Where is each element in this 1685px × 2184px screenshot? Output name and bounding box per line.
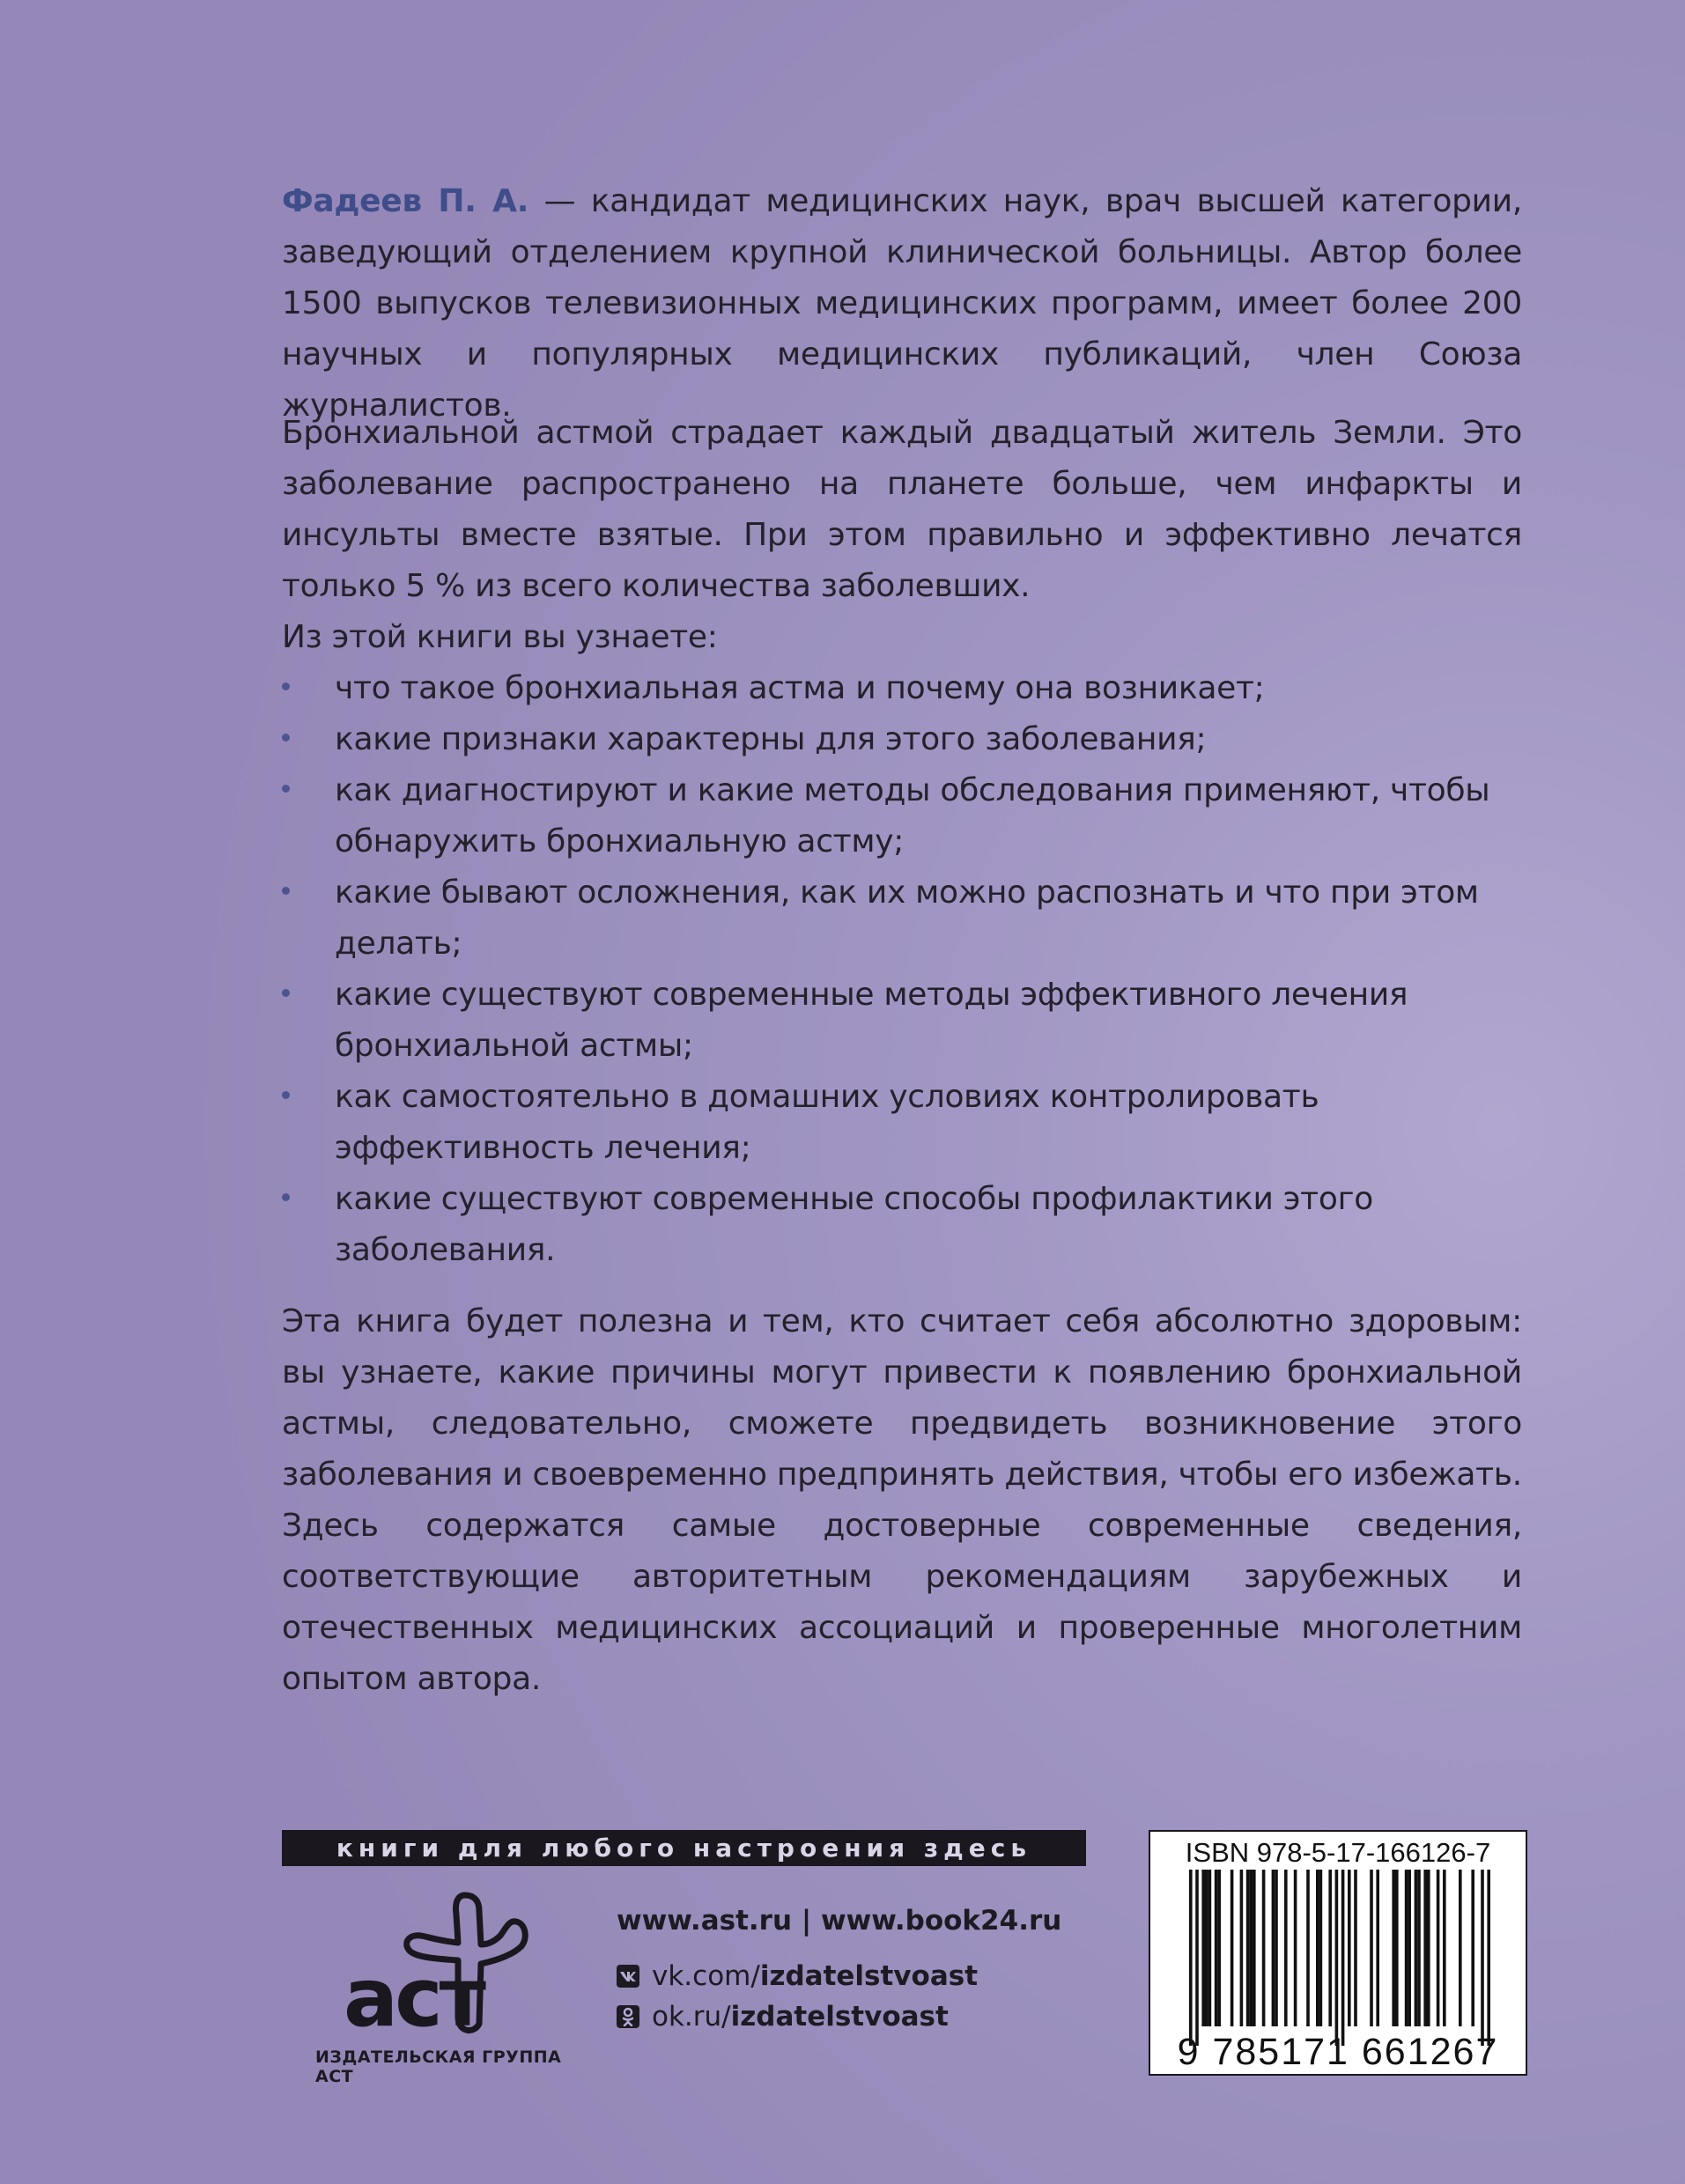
barcode-bar xyxy=(1215,1870,1218,2026)
bullet-icon xyxy=(282,734,290,742)
ok-link[interactable] xyxy=(617,2001,1061,2033)
publisher-links xyxy=(617,1905,1061,2041)
barcode-bar xyxy=(1262,1870,1266,2026)
author-bio-block xyxy=(282,176,1522,432)
barcode-bar xyxy=(1423,1870,1427,2026)
author-name: Фадеев П. А. xyxy=(282,183,529,219)
barcode-bar xyxy=(1205,1870,1208,2026)
barcode-bar xyxy=(1208,1870,1212,2026)
bullet-icon xyxy=(282,785,290,793)
closing-paragraph-1: Эта книга будет полезна и тем, кто считает себя абсолютно здоровым: вы узнаете, какие причины могут привести к появлению бронхиальной астмы, следовательно, сможете предвидеть возникновение этого заболевания и своевременно предпринять действия, чтобы его избежать. xyxy=(282,1303,1522,1493)
barcode-bar xyxy=(1417,1870,1421,2026)
barcode-bar xyxy=(1306,1870,1310,2026)
barcode-bar xyxy=(1246,1870,1250,2026)
barcode-bar xyxy=(1348,1870,1351,2026)
closing-paragraph-2: Здесь содержатся самые достоверные современные сведения, соответствующие авторитетным рекомендациям зарубежных и отечественных медицинских ассоциаций и проверенные многолетним опытом автора. xyxy=(282,1508,1522,1697)
list-heading: Из этой книги вы узнаете: xyxy=(282,619,718,655)
barcode-bar xyxy=(1275,1870,1278,2026)
ast-logo-icon xyxy=(317,1885,546,2043)
list-item: как диагностируют и какие методы обследования применяют, чтобы обнаружить бронхиальную астму; xyxy=(282,765,1522,867)
list-item: какие бывают осложнения, как их можно распознать и что при этом делать; xyxy=(282,867,1522,970)
website-links[interactable]: www.ast.ru | www.book24.ru xyxy=(617,1905,1062,1937)
barcode-bar xyxy=(1370,1870,1373,2026)
list-item: какие существуют современные методы эффективного лечения бронхиальной астмы; xyxy=(282,970,1522,1072)
barcode-bar xyxy=(1328,1870,1332,2026)
bullet-icon xyxy=(282,989,290,997)
barcode-bar xyxy=(1272,1870,1275,2026)
barcode-bar xyxy=(1459,1870,1462,2026)
bullet-icon xyxy=(282,1193,290,1201)
barcode-bar xyxy=(1230,1870,1234,2026)
bullet-icon xyxy=(282,887,290,895)
author-bio: — кандидат медицинских наук, врач высшей категории, заведующий отделением крупной клинической больницы. Автор более 1500 выпусков телевизионных медицинских программ, имеет более 200 научных и популярных медицинских публикаций, член Союза журналистов. xyxy=(282,183,1522,424)
vk-prefix: vk.com/ xyxy=(652,1960,760,1992)
bullet-icon xyxy=(282,1091,290,1099)
tagline-bar: книги для любого настроения здесь xyxy=(282,1830,1086,1866)
barcode-bar xyxy=(1437,1870,1440,2026)
barcode-icon xyxy=(1161,1870,1515,2046)
closing-block xyxy=(282,1296,1522,1705)
description-block xyxy=(282,408,1522,1276)
publisher-imprint: ИЗДАТЕЛЬСКАЯ ГРУППА АСТ xyxy=(315,2048,562,2086)
list-item: какие существуют современные способы профилактики этого заболевания. xyxy=(282,1174,1522,1276)
barcode-bar xyxy=(1253,1870,1256,2026)
barcode-bar xyxy=(1316,1870,1319,2026)
vk-handle: izdatelstvoast xyxy=(759,1960,979,1992)
vk-icon xyxy=(617,1965,639,1988)
isbn-digits: 9 785171 661267 xyxy=(1177,2031,1499,2073)
barcode-bar xyxy=(1294,1870,1297,2026)
barcode-bar xyxy=(1240,1870,1244,2026)
barcode-bar xyxy=(1354,1870,1357,2026)
barcode-bar xyxy=(1249,1870,1253,2026)
barcode-bar xyxy=(1341,1870,1345,2046)
ok-icon xyxy=(617,2005,639,2028)
list-item: что такое бронхиальная астма и почему она возникает; xyxy=(282,663,1522,714)
barcode-bar xyxy=(1408,1870,1411,2026)
barcode-bar xyxy=(1284,1870,1288,2026)
barcode-bar xyxy=(1189,1870,1193,2046)
barcode-bar xyxy=(1376,1870,1379,2026)
list-item: как самостоятельно в домашних условиях контролировать эффективность лечения; xyxy=(282,1072,1522,1174)
isbn-label: ISBN 978-5-17-166126-7 xyxy=(1185,1837,1491,1868)
isbn-barcode xyxy=(1149,1830,1527,2076)
barcode-bar xyxy=(1443,1870,1446,2026)
author-bio-paragraph xyxy=(282,176,1522,432)
barcode-bar xyxy=(1319,1870,1323,2026)
barcode-bar xyxy=(1487,1870,1490,2046)
barcode-bar xyxy=(1201,1870,1205,2026)
barcode-bar xyxy=(1415,1870,1418,2026)
barcode-bar xyxy=(1395,1870,1399,2026)
barcode-bar xyxy=(1427,1870,1430,2026)
logo-text: аст xyxy=(344,1951,483,2043)
barcode-bar xyxy=(1392,1870,1395,2026)
barcode-bar xyxy=(1405,1870,1408,2026)
ok-handle: izdatelstvoast xyxy=(730,2001,949,2033)
barcode-bar xyxy=(1335,1870,1339,2046)
barcode-bar xyxy=(1195,1870,1199,2046)
topics-list xyxy=(282,663,1522,1276)
description-intro: Бронхиальной астмой страдает каждый двадцатый житель Земли. Это заболевание распространено на планете больше, чем инфаркты и инсульты вместе взятые. При этом правильно и эффективно лечатся только 5 % из всего количества заболевших. xyxy=(282,415,1522,604)
barcode-bar xyxy=(1217,1870,1221,2026)
vk-link[interactable] xyxy=(617,1960,1061,1992)
bullet-icon xyxy=(282,682,290,690)
list-item: какие признаки характерны для этого заболевания; xyxy=(282,714,1522,765)
barcode-bar xyxy=(1471,1870,1474,2026)
barcode-bar xyxy=(1481,1870,1484,2046)
ok-prefix: ok.ru/ xyxy=(652,2001,731,2033)
